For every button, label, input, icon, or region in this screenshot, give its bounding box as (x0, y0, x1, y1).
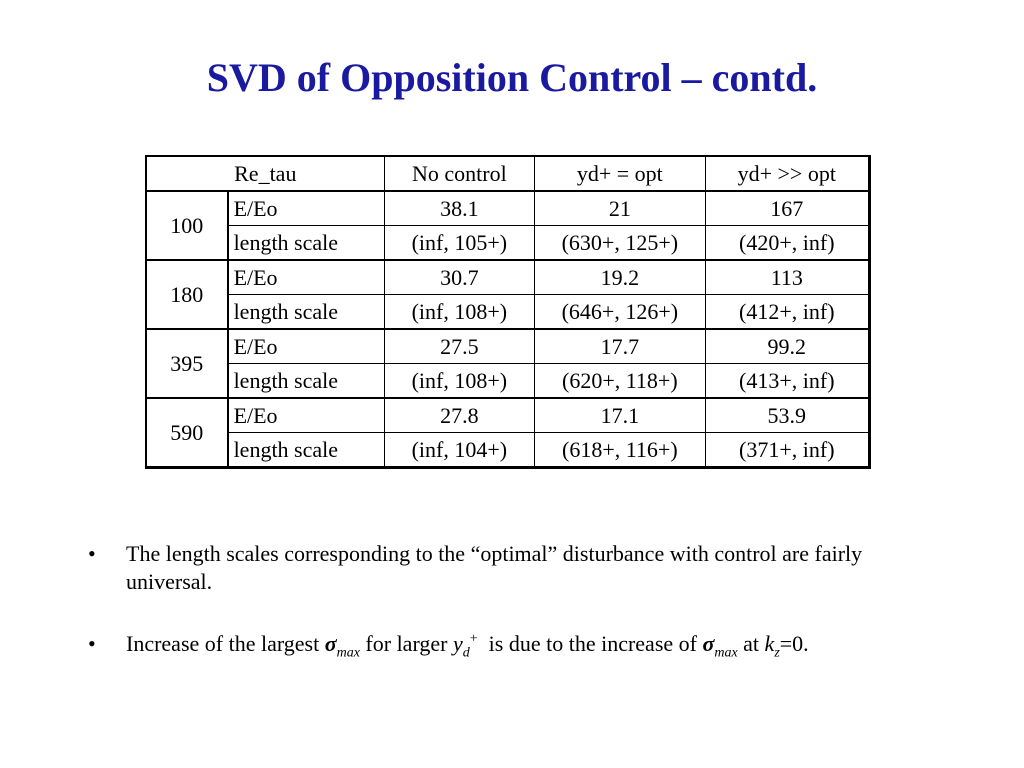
sigma-subscript: max (714, 645, 738, 661)
bullet-item-sigma-max-increase (88, 630, 938, 661)
bullet-text: The length scales corresponding to the “optimal” disturbance with control are fairly universal. (126, 541, 863, 594)
table-header-row (146, 156, 870, 191)
sigma-symbol: σ (324, 631, 337, 656)
table-row (146, 364, 870, 399)
cell-value: 27.5 (384, 329, 534, 364)
table-row (146, 398, 870, 433)
cell-value: (inf, 104+) (384, 433, 534, 468)
bullet-list (88, 540, 938, 692)
kz-subscript: z (774, 645, 780, 661)
cell-value: (420+, inf) (705, 226, 869, 261)
cell-value: 17.7 (535, 329, 706, 364)
cell-value: (413+, inf) (705, 364, 869, 399)
table-row (146, 260, 870, 295)
re-tau-value: 395 (146, 329, 228, 398)
cell-value: 19.2 (535, 260, 706, 295)
cell-value: 17.1 (535, 398, 706, 433)
row-label: E/Eo (228, 191, 385, 226)
table-row (146, 329, 870, 364)
table-row (146, 226, 870, 261)
row-label: E/Eo (228, 329, 385, 364)
re-tau-value: 100 (146, 191, 228, 260)
cell-value: (412+, inf) (705, 295, 869, 330)
cell-value: (630+, 125+) (535, 226, 706, 261)
table-row (146, 191, 870, 226)
table-row (146, 433, 870, 468)
cell-value: (inf, 105+) (384, 226, 534, 261)
bullet-icon: • (88, 631, 96, 656)
cell-value: 113 (705, 260, 869, 295)
row-label: length scale (228, 295, 385, 330)
cell-value: 53.9 (705, 398, 869, 433)
cell-value: 38.1 (384, 191, 534, 226)
yd-subscript: d (462, 645, 470, 661)
cell-value: (646+, 126+) (535, 295, 706, 330)
sigma-subscript: max (336, 645, 360, 661)
table-row (146, 295, 870, 330)
yd-superscript: + (469, 631, 478, 647)
re-tau-value: 180 (146, 260, 228, 329)
header-no-control: No control (384, 156, 534, 191)
slide-title: SVD of Opposition Control – contd. (206, 55, 818, 100)
cell-value: (inf, 108+) (384, 364, 534, 399)
cell-value: 30.7 (384, 260, 534, 295)
bullet-text-part: is due to the increase of (477, 631, 703, 656)
re-tau-value: 590 (146, 398, 228, 468)
row-label: length scale (228, 433, 385, 468)
cell-value: (618+, 116+) (535, 433, 706, 468)
header-yd-much-greater-opt: yd+ >> opt (705, 156, 869, 191)
bullet-text-part: Increase of the largest (126, 631, 325, 656)
bullet-text-part: =0. (779, 631, 809, 656)
cell-value: 167 (705, 191, 869, 226)
bullet-text-part: at (737, 631, 765, 656)
row-label: length scale (228, 226, 385, 261)
row-label: E/Eo (228, 398, 385, 433)
kz-symbol: k (764, 631, 775, 656)
row-label: length scale (228, 364, 385, 399)
header-yd-opt: yd+ = opt (535, 156, 706, 191)
cell-value: 21 (535, 191, 706, 226)
row-label: E/Eo (228, 260, 385, 295)
cell-value: (inf, 108+) (384, 295, 534, 330)
header-re-tau: Re_tau (146, 156, 384, 191)
cell-value: 99.2 (705, 329, 869, 364)
sigma-symbol: σ (702, 631, 715, 656)
bullet-item-universal-length-scales (88, 540, 938, 596)
yd-symbol: y (452, 631, 463, 656)
cell-value: (620+, 118+) (535, 364, 706, 399)
bullet-text-part: for larger (359, 631, 453, 656)
cell-value: (371+, inf) (705, 433, 869, 468)
bullet-icon: • (88, 541, 96, 566)
svd-results-table (145, 155, 871, 469)
cell-value: 27.8 (384, 398, 534, 433)
